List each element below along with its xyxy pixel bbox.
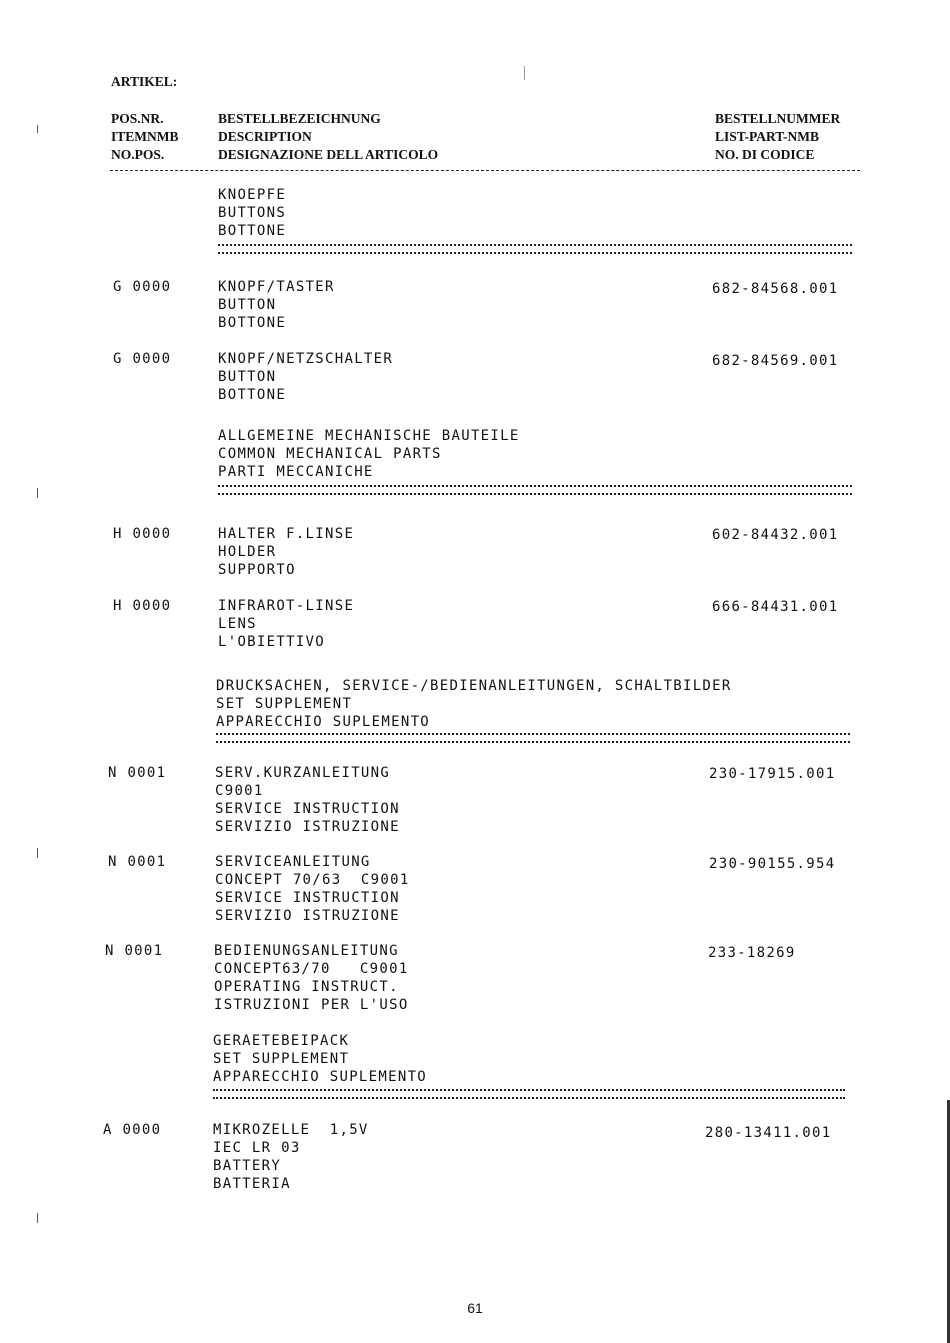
scan-speck bbox=[524, 66, 525, 80]
header-partno-en: LIST-PART-NMB bbox=[715, 129, 820, 144]
item-desc-line: SERVIZIO ISTRUZIONE bbox=[215, 908, 400, 924]
section-title-line: PARTI MECCANICHE bbox=[218, 464, 374, 480]
section-title-line: APPARECCHIO SUPLEMENTO bbox=[216, 714, 431, 730]
item-part-number: 230-90155.954 bbox=[709, 856, 836, 872]
header-col-description bbox=[218, 110, 438, 164]
item-desc-line: KNOPF/NETZSCHALTER bbox=[218, 351, 394, 367]
item-part-number: 682-84569.001 bbox=[712, 353, 839, 369]
scan-speck bbox=[37, 1213, 38, 1223]
header-partno-de: BESTELLNUMMER bbox=[715, 111, 841, 126]
section-title-line: BUTTONS bbox=[218, 205, 287, 221]
section-title-line: SET SUPPLEMENT bbox=[213, 1051, 350, 1067]
page-number: 61 bbox=[467, 1300, 483, 1316]
item-desc-line: KNOPF/TASTER bbox=[218, 279, 335, 295]
header-pos-de: POS.NR. bbox=[111, 111, 164, 126]
item-desc-line: BATTERY bbox=[213, 1158, 282, 1174]
item-desc-line: C9001 bbox=[215, 783, 264, 799]
item-desc-line: SERVICE INSTRUCTION bbox=[215, 890, 400, 906]
header-divider bbox=[110, 170, 860, 171]
item-desc-line: SERV.KURZANLEITUNG bbox=[215, 765, 391, 781]
header-desc-it: DESIGNAZIONE DELL ARTICOLO bbox=[218, 147, 439, 162]
section-title-line: ALLGEMEINE MECHANISCHE BAUTEILE bbox=[218, 428, 520, 444]
item-desc-line: IEC LR 03 bbox=[213, 1140, 301, 1156]
item-part-number: 280-13411.001 bbox=[705, 1125, 832, 1141]
section-underline bbox=[218, 485, 852, 495]
section-underline bbox=[213, 1089, 845, 1099]
section-title-line: APPARECCHIO SUPLEMENTO bbox=[213, 1069, 428, 1085]
section-title-buttons bbox=[218, 186, 286, 240]
item-position: H 0000 bbox=[113, 526, 172, 542]
item-position: G 0000 bbox=[113, 351, 172, 367]
item-description bbox=[213, 1121, 369, 1193]
item-part-number: 602-84432.001 bbox=[712, 527, 839, 543]
item-position: N 0001 bbox=[105, 943, 164, 959]
item-desc-line: BUTTON bbox=[218, 369, 277, 385]
section-title-line: COMMON MECHANICAL PARTS bbox=[218, 446, 442, 462]
item-part-number: 233-18269 bbox=[708, 945, 796, 961]
item-position: G 0000 bbox=[113, 279, 172, 295]
scan-speck bbox=[37, 125, 38, 133]
section-title-line: KNOEPFE bbox=[218, 187, 287, 203]
item-desc-line: BATTERIA bbox=[213, 1176, 291, 1192]
item-desc-line: MIKROZELLE 1,5V bbox=[213, 1122, 369, 1138]
item-desc-line: L'OBIETTIVO bbox=[218, 634, 326, 650]
item-description bbox=[218, 525, 354, 579]
header-pos-en: ITEMNMB bbox=[111, 129, 179, 144]
section-title-line: SET SUPPLEMENT bbox=[216, 696, 353, 712]
item-desc-line: SUPPORTO bbox=[218, 562, 296, 578]
item-part-number: 682-84568.001 bbox=[712, 281, 839, 297]
item-description bbox=[218, 350, 393, 404]
header-desc-en: DESCRIPTION bbox=[218, 129, 312, 144]
item-desc-line: BOTTONE bbox=[218, 315, 287, 331]
item-desc-line: HALTER F.LINSE bbox=[218, 526, 355, 542]
item-part-number: 666-84431.001 bbox=[712, 599, 839, 615]
item-desc-line: OPERATING INSTRUCT. bbox=[214, 979, 399, 995]
section-title-accessories bbox=[213, 1032, 427, 1086]
section-underline bbox=[218, 244, 852, 254]
item-desc-line: CONCEPT63/70 C9001 bbox=[214, 961, 409, 977]
item-description bbox=[218, 597, 354, 651]
item-desc-line: SERVIZIO ISTRUZIONE bbox=[215, 819, 400, 835]
item-position: A 0000 bbox=[103, 1122, 162, 1138]
item-desc-line: HOLDER bbox=[218, 544, 277, 560]
header-desc-de: BESTELLBEZEICHNUNG bbox=[218, 111, 381, 126]
item-desc-line: BEDIENUNGSANLEITUNG bbox=[214, 943, 399, 959]
item-desc-line: SERVICE INSTRUCTION bbox=[215, 801, 400, 817]
scan-speck bbox=[37, 848, 38, 858]
section-title-line: DRUCKSACHEN, SERVICE-/BEDIENANLEITUNGEN, SCHALTBILDER bbox=[216, 678, 732, 694]
section-title-line: BOTTONE bbox=[218, 223, 287, 239]
item-description bbox=[214, 942, 409, 1014]
artikel-label: ARTIKEL: bbox=[111, 74, 178, 89]
item-desc-line: SERVICEANLEITUNG bbox=[215, 854, 371, 870]
item-position: H 0000 bbox=[113, 598, 172, 614]
item-position: N 0001 bbox=[108, 854, 167, 870]
header-col-pos bbox=[111, 110, 179, 164]
item-desc-line: LENS bbox=[218, 616, 257, 632]
section-title-mechanical bbox=[218, 427, 520, 481]
item-position: N 0001 bbox=[108, 765, 167, 781]
item-part-number: 230-17915.001 bbox=[709, 766, 836, 782]
item-desc-line: CONCEPT 70/63 C9001 bbox=[215, 872, 410, 888]
header-pos-it: NO.POS. bbox=[111, 147, 165, 162]
section-title-documentation bbox=[216, 677, 732, 731]
header-partno-it: NO. DI CODICE bbox=[715, 147, 815, 162]
scan-speck bbox=[37, 488, 38, 498]
item-description bbox=[215, 853, 410, 925]
item-desc-line: ISTRUZIONI PER L'USO bbox=[214, 997, 409, 1013]
section-title-line: GERAETEBEIPACK bbox=[213, 1033, 350, 1049]
header-col-partno bbox=[715, 110, 840, 164]
item-desc-line: INFRAROT-LINSE bbox=[218, 598, 355, 614]
item-desc-line: BUTTON bbox=[218, 297, 277, 313]
item-description bbox=[215, 764, 400, 836]
section-underline bbox=[216, 733, 850, 743]
item-desc-line: BOTTONE bbox=[218, 387, 287, 403]
item-description bbox=[218, 278, 335, 332]
